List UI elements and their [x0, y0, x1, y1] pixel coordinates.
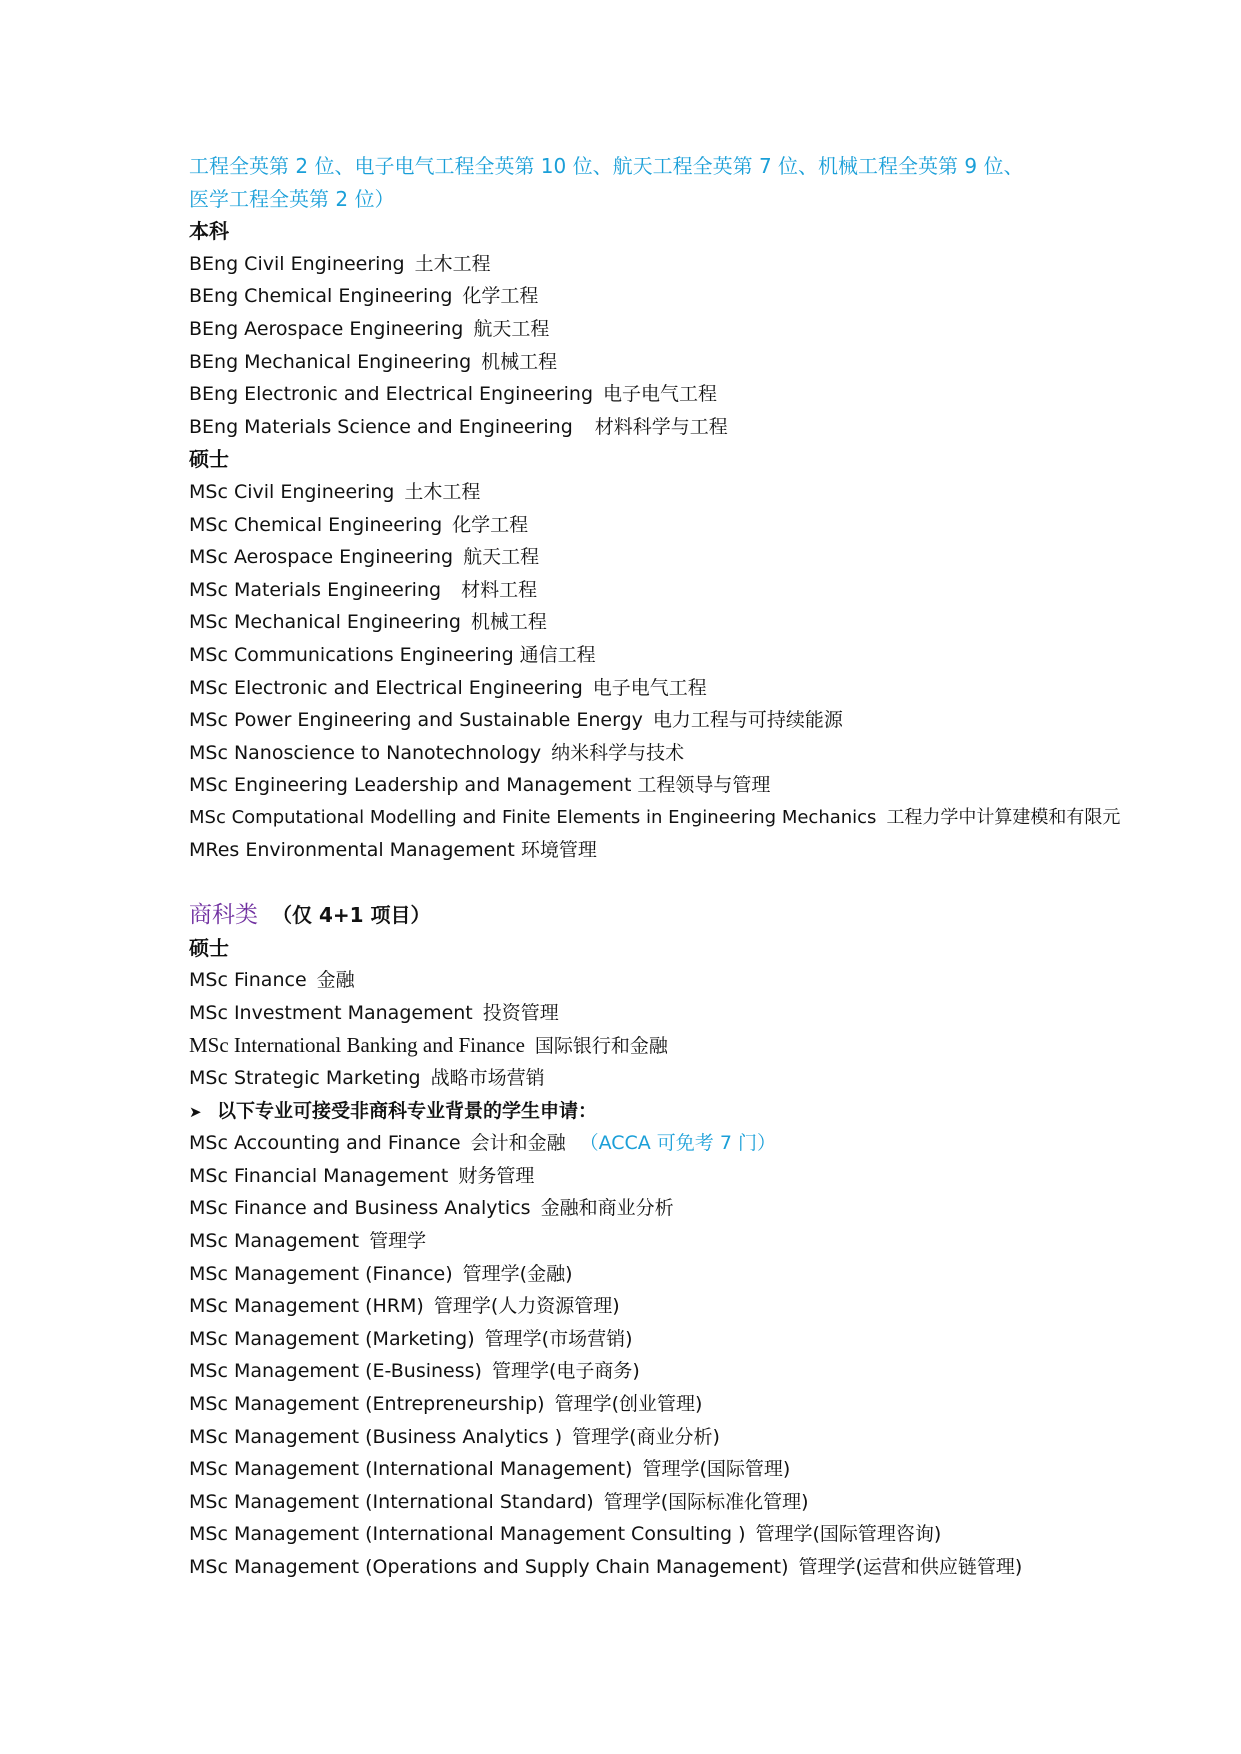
program-zh: 材料科学与工程 [594, 415, 728, 438]
program-en: MSc Nanoscience to Nanotechnology [189, 741, 542, 764]
list-item [189, 1518, 1209, 1551]
program-en: BEng Mechanical Engineering [189, 350, 472, 373]
program-zh: 管理学(国际管理) [642, 1458, 791, 1481]
list-item [189, 476, 1209, 509]
intro-ranking-line-1: 工程全英第 2 位、电子电气工程全英第 10 位、航天工程全英第 7 位、机械工程全英第 9 位、 [189, 154, 1024, 178]
program-zh: 金融和商业分析 [540, 1197, 674, 1220]
program-en: MSc Management (Operations and Supply Chain Management) [189, 1555, 789, 1578]
list-item [189, 997, 1209, 1030]
program-en: MSc Electronic and Electrical Engineering [189, 676, 583, 699]
program-en: MSc International Banking and Finance [189, 1033, 525, 1058]
program-zh: 机械工程 [481, 350, 558, 373]
list-item [189, 737, 1209, 770]
program-zh: 管理学(电子商务) [491, 1360, 640, 1383]
program-zh: 管理学(创业管理) [554, 1392, 703, 1415]
list-item [189, 1192, 1209, 1225]
program-zh: 金融 [316, 969, 355, 992]
triangle-bullet-icon: ➤ [189, 1102, 202, 1121]
program-zh: 材料工程 [461, 578, 538, 601]
program-zh: 机械工程 [470, 611, 547, 634]
program-zh: 管理学(市场营销) [484, 1327, 633, 1350]
engineering-master-list [189, 476, 1209, 867]
non-business-program-list [189, 1127, 1209, 1583]
list-item [189, 1225, 1209, 1258]
business-master-list [189, 964, 1209, 1094]
program-en: MSc Financial Management [189, 1164, 449, 1187]
program-en: MSc Management (Finance) [189, 1262, 453, 1285]
program-zh: 管理学(国际管理咨询) [755, 1523, 942, 1546]
engineering-master-heading: 硕士 [189, 447, 229, 472]
program-en: MSc Civil Engineering [189, 480, 395, 503]
program-en: MSc Materials Engineering [189, 578, 442, 601]
list-item [189, 411, 1209, 444]
list-item [189, 769, 1209, 802]
program-zh: 工程领导与管理 [637, 774, 771, 797]
list-item [189, 1323, 1209, 1356]
list-item [189, 509, 1209, 542]
business-section-note: （仅 4+1 项目） [272, 903, 431, 928]
program-zh: 环境管理 [520, 839, 597, 862]
program-zh: 航天工程 [473, 317, 550, 340]
program-zh: 化学工程 [452, 513, 529, 536]
program-en: MSc Management [189, 1230, 360, 1252]
list-item [189, 1127, 1209, 1160]
list-item [189, 541, 1209, 574]
list-item [189, 639, 1209, 672]
list-item [189, 574, 1209, 607]
list-item [189, 1029, 1209, 1062]
program-zh: 工程力学中计算建模和有限元 [886, 806, 1121, 828]
business-master-heading: 硕士 [189, 935, 229, 960]
program-en: MSc Finance and Business Analytics [189, 1197, 531, 1220]
list-item [189, 1160, 1209, 1193]
program-en: MSc Power Engineering and Sustainable Energy [189, 709, 643, 732]
list-item [189, 1388, 1209, 1421]
list-item [189, 346, 1209, 379]
program-en: MSc Computational Modelling and Finite Elements in Engineering Mechanics [189, 806, 877, 828]
list-item [189, 964, 1209, 997]
section-gap [189, 867, 1209, 899]
program-zh: 通信工程 [519, 643, 596, 666]
program-en: MSc Finance [189, 969, 307, 992]
program-zh: 会计和金融 [470, 1132, 566, 1155]
program-en: BEng Electronic and Electrical Engineering [189, 383, 594, 406]
program-en: MSc Management (Entrepreneurship) [189, 1392, 545, 1415]
intro-ranking-line-2: 医学工程全英第 2 位） [189, 186, 395, 211]
program-zh: 管理学(金融) [462, 1262, 573, 1285]
list-item [189, 1062, 1209, 1095]
list-item [189, 1486, 1209, 1519]
program-en: MSc Management (E-Business) [189, 1360, 482, 1383]
program-zh: 电子电气工程 [603, 383, 718, 406]
program-en: MSc Management (International Management) [189, 1458, 633, 1481]
list-item [189, 1290, 1209, 1323]
list-item [189, 1355, 1209, 1388]
program-en: MSc Management (International Standard) [189, 1490, 594, 1513]
list-item [189, 280, 1209, 313]
program-zh: 管理学(运营和供应链管理) [798, 1555, 1023, 1578]
program-en: MSc Management (HRM) [189, 1295, 424, 1318]
program-en: MSc Mechanical Engineering [189, 611, 461, 634]
program-zh: 管理学(商业分析) [572, 1425, 720, 1448]
program-en: MSc Engineering Leadership and Management [189, 774, 632, 797]
program-en: MSc Accounting and Finance [189, 1132, 461, 1155]
program-zh: 土木工程 [414, 252, 491, 275]
bullet-text: 以下专业可接受非商科专业背景的学生申请： [217, 1099, 598, 1122]
list-item [189, 313, 1209, 346]
list-item [189, 672, 1209, 705]
list-item [189, 606, 1209, 639]
program-zh: 电子电气工程 [592, 676, 707, 699]
program-en: BEng Civil Engineering [189, 252, 405, 275]
program-zh: 投资管理 [482, 1001, 559, 1024]
program-zh: 管理学(国际标准化管理) [603, 1490, 809, 1513]
program-zh: 管理学 [369, 1230, 427, 1252]
program-zh: 战略市场营销 [430, 1067, 545, 1090]
program-en: MSc Management (Marketing) [189, 1327, 475, 1350]
program-zh: 纳米科学与技术 [551, 741, 685, 764]
program-en: BEng Aerospace Engineering [189, 317, 464, 340]
business-section-header [189, 899, 1209, 932]
program-zh: 电力工程与可持续能源 [652, 709, 843, 732]
program-en: MSc Management (International Management Consulting ) [189, 1523, 746, 1546]
program-zh: 航天工程 [463, 546, 540, 569]
list-item [189, 378, 1209, 411]
list-item [189, 704, 1209, 737]
undergrad-list [189, 248, 1209, 444]
list-item [189, 834, 1209, 867]
non-business-eligibility-note [189, 1095, 1209, 1128]
program-en: MSc Aerospace Engineering [189, 546, 454, 569]
program-en: MSc Investment Management [189, 1001, 473, 1024]
program-en: BEng Chemical Engineering [189, 285, 453, 308]
program-en: MSc Strategic Marketing [189, 1067, 421, 1090]
list-item [189, 1421, 1209, 1454]
list-item [189, 248, 1209, 281]
list-item [189, 1551, 1209, 1584]
program-zh: 国际银行和金融 [534, 1035, 668, 1058]
program-zh: 财务管理 [458, 1164, 535, 1187]
list-item [189, 1453, 1209, 1486]
program-en: BEng Materials Science and Engineering [189, 415, 573, 438]
program-en: MSc Management (Business Analytics ) [189, 1425, 563, 1448]
business-section-title: 商科类 [189, 902, 258, 929]
undergrad-heading: 本科 [189, 219, 229, 244]
program-zh: 土木工程 [404, 480, 481, 503]
acca-exemption-note: （ACCA 可免考 7 门） [579, 1132, 776, 1155]
program-en: MSc Chemical Engineering [189, 513, 443, 536]
document-page [189, 150, 1209, 1584]
program-zh: 管理学(人力资源管理) [433, 1295, 620, 1318]
program-en: MRes Environmental Management [189, 839, 515, 862]
program-zh: 化学工程 [462, 285, 539, 308]
program-en: MSc Communications Engineering [189, 643, 514, 666]
list-item [189, 1258, 1209, 1291]
list-item [189, 802, 1209, 835]
